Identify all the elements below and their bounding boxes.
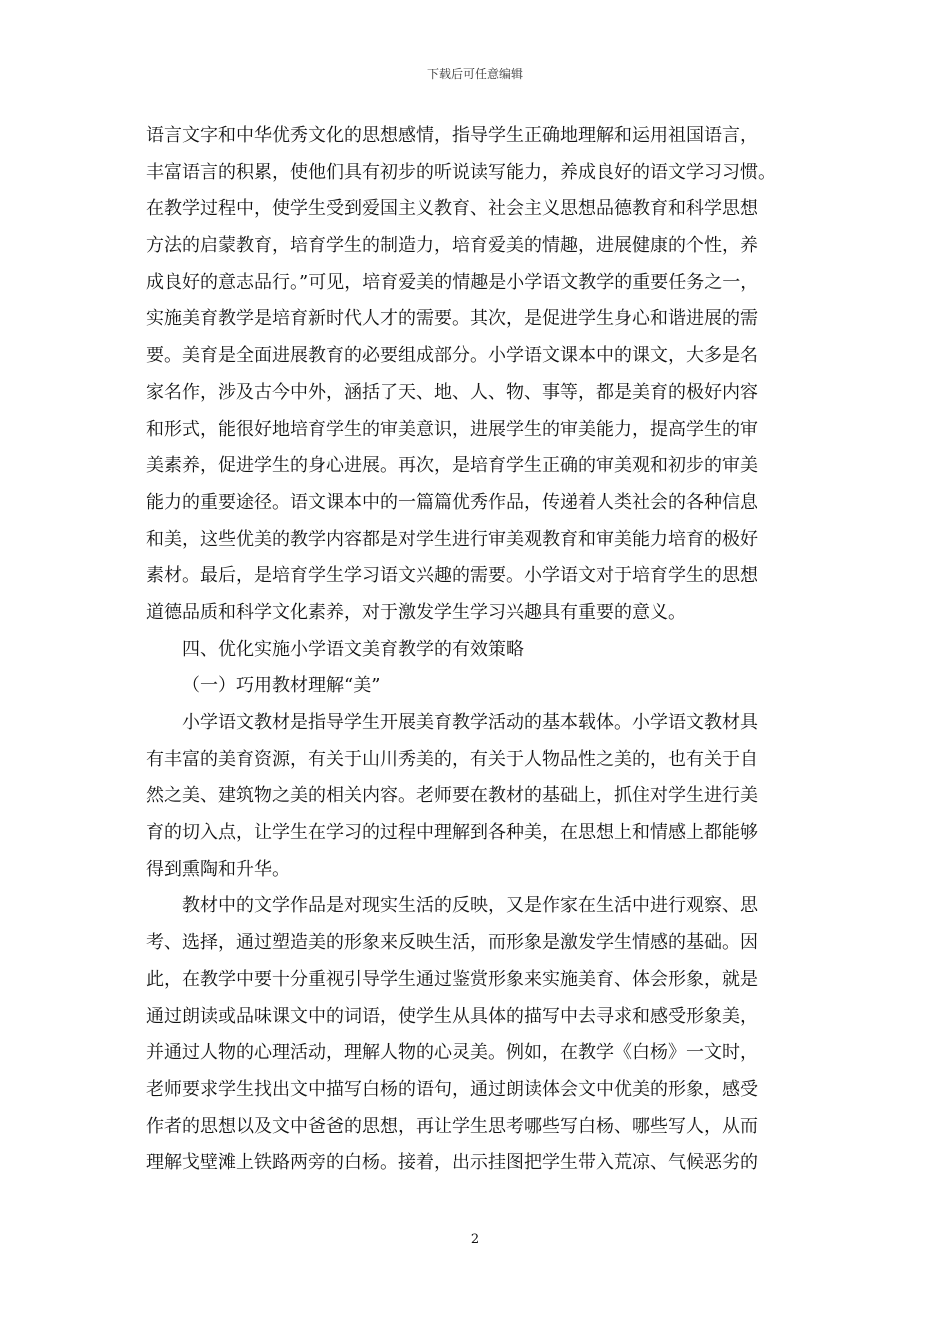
subsection-heading	[146, 668, 808, 705]
text-line: 小学语文教材是指导学生开展美育教学活动的基本载体。小学语文教材具	[182, 712, 758, 733]
text-line: 得到熏陶和升华。	[146, 858, 290, 880]
text-line: 理解戈壁滩上铁路两旁的白杨。接着，出示挂图把学生带入荒凉、气候恶劣的	[146, 1152, 758, 1174]
text-line: 和美，这些优美的教学内容都是对学生进行审美观教育和审美能力培育的极好	[146, 528, 758, 550]
text-line: 此，在教学中要十分重视引导学生通过鉴赏形象来实施美育、体会形象，就是	[146, 968, 758, 990]
text-line: 方法的启蒙教育，培育学生的制造力，培育爱美的情趣，进展健康的个性，养	[146, 235, 758, 257]
text-line: 老师要求学生找出文中描写白杨的语句，通过朗读体会文中优美的形象，感受	[146, 1078, 758, 1100]
text-line: 语言文字和中华优秀文化的思想感情，指导学生正确地理解和运用祖国语言，	[146, 125, 758, 146]
text-line: 实施美育教学是培育新时代人才的需要。其次，是促进学生身心和谐进展的需	[146, 308, 758, 330]
text-line: 然之美、建筑物之美的相关内容。老师要在教材的基础上，抓住对学生进行美	[146, 785, 758, 807]
text-line: 能力的重要途径。语文课本中的一篇篇优秀作品，传递着人类社会的各种信息	[146, 491, 758, 513]
text-line: 作者的思想以及文中爸爸的思想，再让学生思考哪些写白杨、哪些写人，从而	[146, 1115, 758, 1137]
text-line: 通过朗读或品味课文中的词语，使学生从具体的描写中去寻求和感受形象美，	[146, 1005, 758, 1027]
text-line: 丰富语言的积累，使他们具有初步的听说读写能力，养成良好的语文学习习惯。	[146, 161, 776, 183]
document-body	[146, 118, 808, 1182]
text-line: 素材。最后，是培育学生学习语文兴趣的需要。小学语文对于培育学生的思想	[146, 565, 758, 587]
page-number: 2	[470, 1232, 480, 1247]
text-line: 家名作，涉及古今中外，涵括了天、地、人、物、事等，都是美育的极好内容	[146, 381, 758, 403]
text-line: 教材中的文学作品是对现实生活的反映，又是作家在生活中进行观察、思	[182, 895, 758, 917]
text-line: 育的切入点，让学生在学习的过程中理解到各种美，在思想上和情感上都能够	[146, 822, 758, 844]
subheading-text: （一）巧用教材理解“美”	[182, 675, 381, 697]
text-line: 和形式，能很好地培育学生的审美意识，进展学生的审美能力，提高学生的审	[146, 418, 758, 440]
text-line: 并通过人物的心理活动，理解人物的心灵美。例如，在教学《白杨》一文时，	[146, 1042, 758, 1064]
section-heading	[146, 632, 808, 669]
text-line: 要。美育是全面进展教育的必要组成部分。小学语文课本中的课文，大多是名	[146, 345, 758, 367]
text-line: 在教学过程中，使学生受到爱国主义教育、社会主义思想品德教育和科学思想	[146, 198, 758, 220]
heading-text: 四、优化实施小学语文美育教学的有效策略	[182, 638, 524, 660]
text-line: 考、选择，通过塑造美的形象来反映生活，而形象是激发学生情感的基础。因	[146, 932, 758, 954]
page-header: 下载后可任意编辑	[426, 67, 523, 81]
text-line: 有丰富的美育资源，有关于山川秀美的，有关于人物品性之美的，也有关于自	[146, 748, 758, 770]
text-line: 成良好的意志品行。”可见，培育爱美的情趣是小学语文教学的重要任务之一，	[146, 271, 759, 293]
text-line: 道德品质和科学文化素养，对于激发学生学习兴趣具有重要的意义。	[146, 601, 686, 623]
paragraph	[146, 705, 808, 888]
text-line: 美素养，促进学生的身心进展。再次，是培育学生正确的审美观和初步的审美	[146, 455, 758, 477]
paragraph	[146, 888, 808, 1182]
paragraph-continuation	[146, 118, 808, 632]
